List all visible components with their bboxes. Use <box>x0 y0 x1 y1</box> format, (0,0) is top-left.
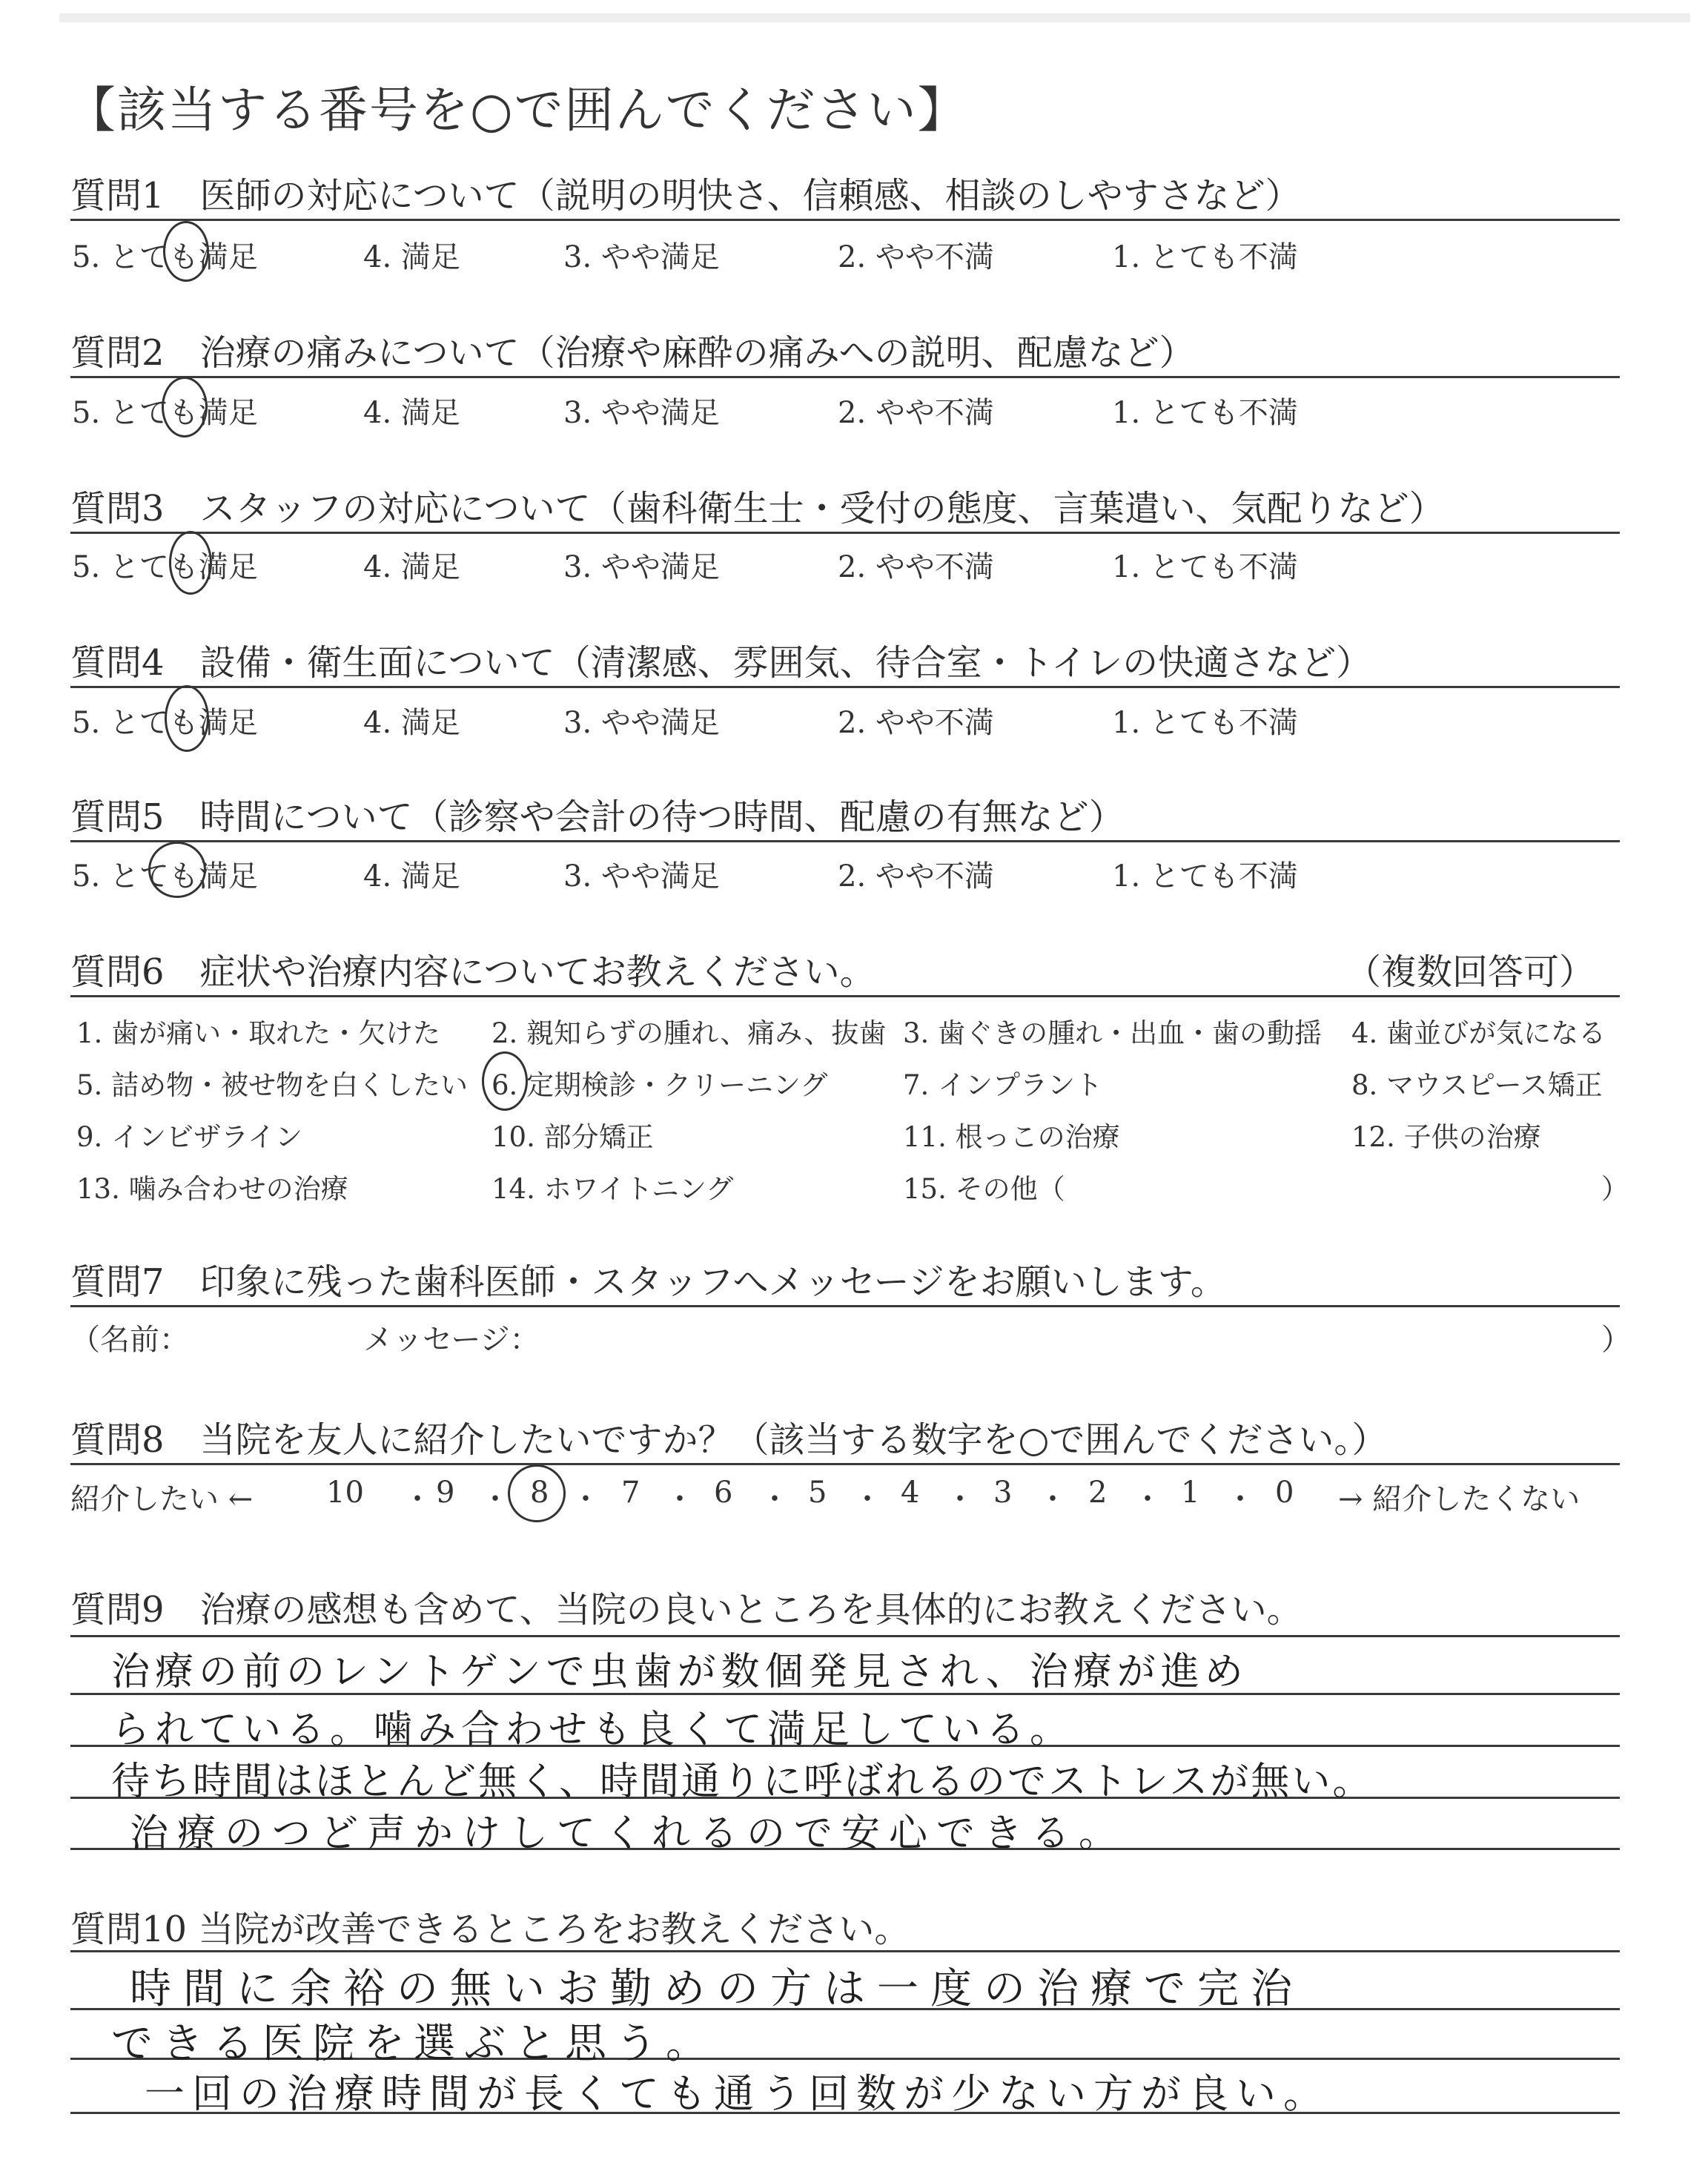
q9-writing-line <box>70 1635 1620 1637</box>
q1-option-2[interactable]: 2. やや不満 <box>838 240 994 274</box>
q3-option-3[interactable]: 3. やや満足 <box>563 550 720 584</box>
question-3-title: 質問3 スタッフの対応について（歯科衛生士・受付の態度、言葉遣い、気配りなど） <box>70 488 1445 529</box>
q8-selection-circle <box>508 1464 566 1522</box>
q4-option-3[interactable]: 3. やや満足 <box>563 706 720 740</box>
question-5-rule <box>70 840 1620 842</box>
q1-option-5[interactable]: 5. とても満足 <box>72 240 258 274</box>
question-7-rule <box>70 1305 1620 1307</box>
q9-answer-line-4: 治療のつど声かけしてくれるので安心できる。 <box>130 1811 1127 1856</box>
q2-selection-circle <box>162 377 208 437</box>
question-6-rule <box>70 995 1620 997</box>
q3-option-5[interactable]: 5. とても満足 <box>72 550 258 584</box>
question-6-note: （複数回答可） <box>1345 951 1595 993</box>
q8-sep: ・ <box>760 1482 790 1516</box>
q8-number-3[interactable]: 3 <box>993 1476 1013 1510</box>
q6-option-5[interactable]: 5. 詰め物・被せ物を白くしたい <box>76 1069 469 1101</box>
question-10-title: 質問10 当院が改善できるところをお教えください。 <box>70 1909 910 1950</box>
q8-sep: ・ <box>853 1482 882 1516</box>
form-title: 【該当する番号を○で囲んでください】 <box>67 82 968 139</box>
top-edge <box>59 13 1690 22</box>
question-7-title: 質問7 印象に残った歯科医師・スタッフへメッセージをお願いします。 <box>70 1261 1226 1303</box>
q5-option-3[interactable]: 3. やや満足 <box>563 859 720 894</box>
q6-option-15[interactable]: 15. その他（ <box>903 1173 1065 1205</box>
q7-message-label: メッセージ： <box>363 1323 540 1357</box>
q6-option-11[interactable]: 11. 根っこの治療 <box>903 1121 1120 1153</box>
question-1-rule <box>70 219 1620 221</box>
q4-option-4[interactable]: 4. 満足 <box>363 706 460 740</box>
q3-option-4[interactable]: 4. 満足 <box>363 550 460 584</box>
q4-option-5[interactable]: 5. とても満足 <box>72 706 258 740</box>
q5-option-2[interactable]: 2. やや不満 <box>838 859 994 894</box>
q8-sep: ・ <box>665 1482 695 1516</box>
q7-name-label: （名前： <box>70 1323 189 1357</box>
q8-sep: ・ <box>945 1482 975 1516</box>
question-6-title: 質問6 症状や治療内容についてお教えください。 <box>70 951 875 993</box>
q6-option-2[interactable]: 2. 親知らずの腫れ、痛み、抜歯 <box>491 1017 887 1049</box>
q8-number-10[interactable]: 10 <box>326 1476 364 1510</box>
q2-option-1[interactable]: 1. とても不満 <box>1112 396 1298 430</box>
q6-option-9[interactable]: 9. インビザライン <box>76 1121 302 1153</box>
q8-sep: ・ <box>403 1482 432 1516</box>
q1-option-1[interactable]: 1. とても不満 <box>1112 240 1298 274</box>
q6-other-close: ） <box>1601 1173 1629 1205</box>
q6-option-4[interactable]: 4. 歯並びが気になる <box>1351 1017 1606 1049</box>
question-2-rule <box>70 376 1620 378</box>
q2-option-4[interactable]: 4. 満足 <box>363 396 460 430</box>
q2-option-2[interactable]: 2. やや不満 <box>838 396 994 430</box>
q1-selection-circle <box>163 221 209 282</box>
question-8-rule <box>70 1463 1620 1465</box>
q9-answer-line-2: られている。噛み合わせも良くて満足している。 <box>111 1708 1074 1752</box>
q10-writing-line <box>70 1950 1620 1952</box>
q8-number-2[interactable]: 2 <box>1088 1476 1108 1510</box>
q5-option-1[interactable]: 1. とても不満 <box>1112 859 1298 894</box>
q5-option-4[interactable]: 4. 満足 <box>363 859 460 894</box>
q6-option-7[interactable]: 7. インプラント <box>903 1069 1103 1101</box>
q7-close: ） <box>1601 1323 1631 1357</box>
q8-sep: ・ <box>1225 1482 1255 1516</box>
q4-option-1[interactable]: 1. とても不満 <box>1112 706 1298 740</box>
q8-left-label: 紹介したい ← <box>70 1482 254 1516</box>
q10-answer-line-1: 時間に余裕の無いお勤めの方は一度の治療で完治 <box>130 1965 1304 2013</box>
q8-number-5[interactable]: 5 <box>808 1476 827 1510</box>
q9-answer-line-3: 待ち時間はほとんど無く、時間通りに呼ばれるのでストレスが無い。 <box>111 1760 1374 1804</box>
q5-selection-circle <box>148 842 206 898</box>
q10-answer-line-3: 一回の治療時間が長くても通う回数が少ない方が良い。 <box>145 2070 1331 2117</box>
q8-number-1[interactable]: 1 <box>1181 1476 1200 1510</box>
question-4-rule <box>70 686 1620 688</box>
q6-option-1[interactable]: 1. 歯が痛い・取れた・欠けた <box>76 1017 441 1049</box>
question-9-title: 質問9 治療の感想も含めて、当院の良いところを具体的にお教えください。 <box>70 1589 1302 1631</box>
q8-number-8[interactable]: 8 <box>530 1476 549 1510</box>
q8-number-4[interactable]: 4 <box>901 1476 920 1510</box>
q6-option-6[interactable]: 6. 定期検診・クリーニング <box>491 1069 828 1101</box>
q9-answer-line-1: 治療の前のレントゲンで虫歯が数個発見され、治療が進め <box>111 1650 1248 1694</box>
q8-number-9[interactable]: 9 <box>436 1476 455 1510</box>
q8-sep: ・ <box>571 1482 600 1516</box>
q4-selection-circle <box>165 685 209 752</box>
q6-selection-circle <box>482 1051 528 1111</box>
q8-sep: ・ <box>1133 1482 1162 1516</box>
q6-option-14[interactable]: 14. ホワイトニング <box>491 1173 734 1205</box>
q8-right-label: → 紹介したくない <box>1338 1482 1580 1516</box>
q3-selection-circle <box>169 531 212 595</box>
q8-sep: ・ <box>480 1482 510 1516</box>
question-4-title: 質問4 設備・衛生面について（清潔感、雰囲気、待合室・トイレの快適さなど） <box>70 642 1372 684</box>
question-1-title: 質問1 医師の対応について（説明の明快さ、信頼感、相談のしやすさなど） <box>70 175 1301 217</box>
question-2-title: 質問2 治療の痛みについて（治療や麻酔の痛みへの説明、配慮など） <box>70 332 1195 374</box>
q5-option-5[interactable]: 5. とても満足 <box>72 859 258 894</box>
question-8-title: 質問8 当院を友人に紹介したいですか？（該当する数字を○で囲んでください。） <box>70 1419 1388 1461</box>
question-3-rule <box>70 532 1620 534</box>
q6-option-12[interactable]: 12. 子供の治療 <box>1351 1121 1541 1153</box>
q6-option-8[interactable]: 8. マウスピース矯正 <box>1351 1069 1603 1101</box>
q2-option-3[interactable]: 3. やや満足 <box>563 396 720 430</box>
q6-option-10[interactable]: 10. 部分矯正 <box>491 1121 654 1153</box>
q2-option-5[interactable]: 5. とても満足 <box>72 396 258 430</box>
question-5-title: 質問5 時間について（診察や会計の待つ時間、配慮の有無など） <box>70 796 1125 838</box>
q3-option-1[interactable]: 1. とても不満 <box>1112 550 1298 584</box>
q1-option-4[interactable]: 4. 満足 <box>363 240 460 274</box>
q6-option-13[interactable]: 13. 噛み合わせの治療 <box>76 1173 348 1205</box>
q8-sep: ・ <box>1038 1482 1068 1516</box>
q6-option-3[interactable]: 3. 歯ぐきの腫れ・出血・歯の動揺 <box>903 1017 1323 1049</box>
q8-number-0[interactable]: 0 <box>1275 1476 1294 1510</box>
q10-answer-line-2: できる医院を選ぶと思う。 <box>111 2020 716 2068</box>
q1-option-3[interactable]: 3. やや満足 <box>563 240 720 274</box>
q8-number-7[interactable]: 7 <box>621 1476 640 1510</box>
q8-number-6[interactable]: 6 <box>714 1476 733 1510</box>
q4-option-2[interactable]: 2. やや不満 <box>838 706 994 740</box>
q3-option-2[interactable]: 2. やや不満 <box>838 550 994 584</box>
